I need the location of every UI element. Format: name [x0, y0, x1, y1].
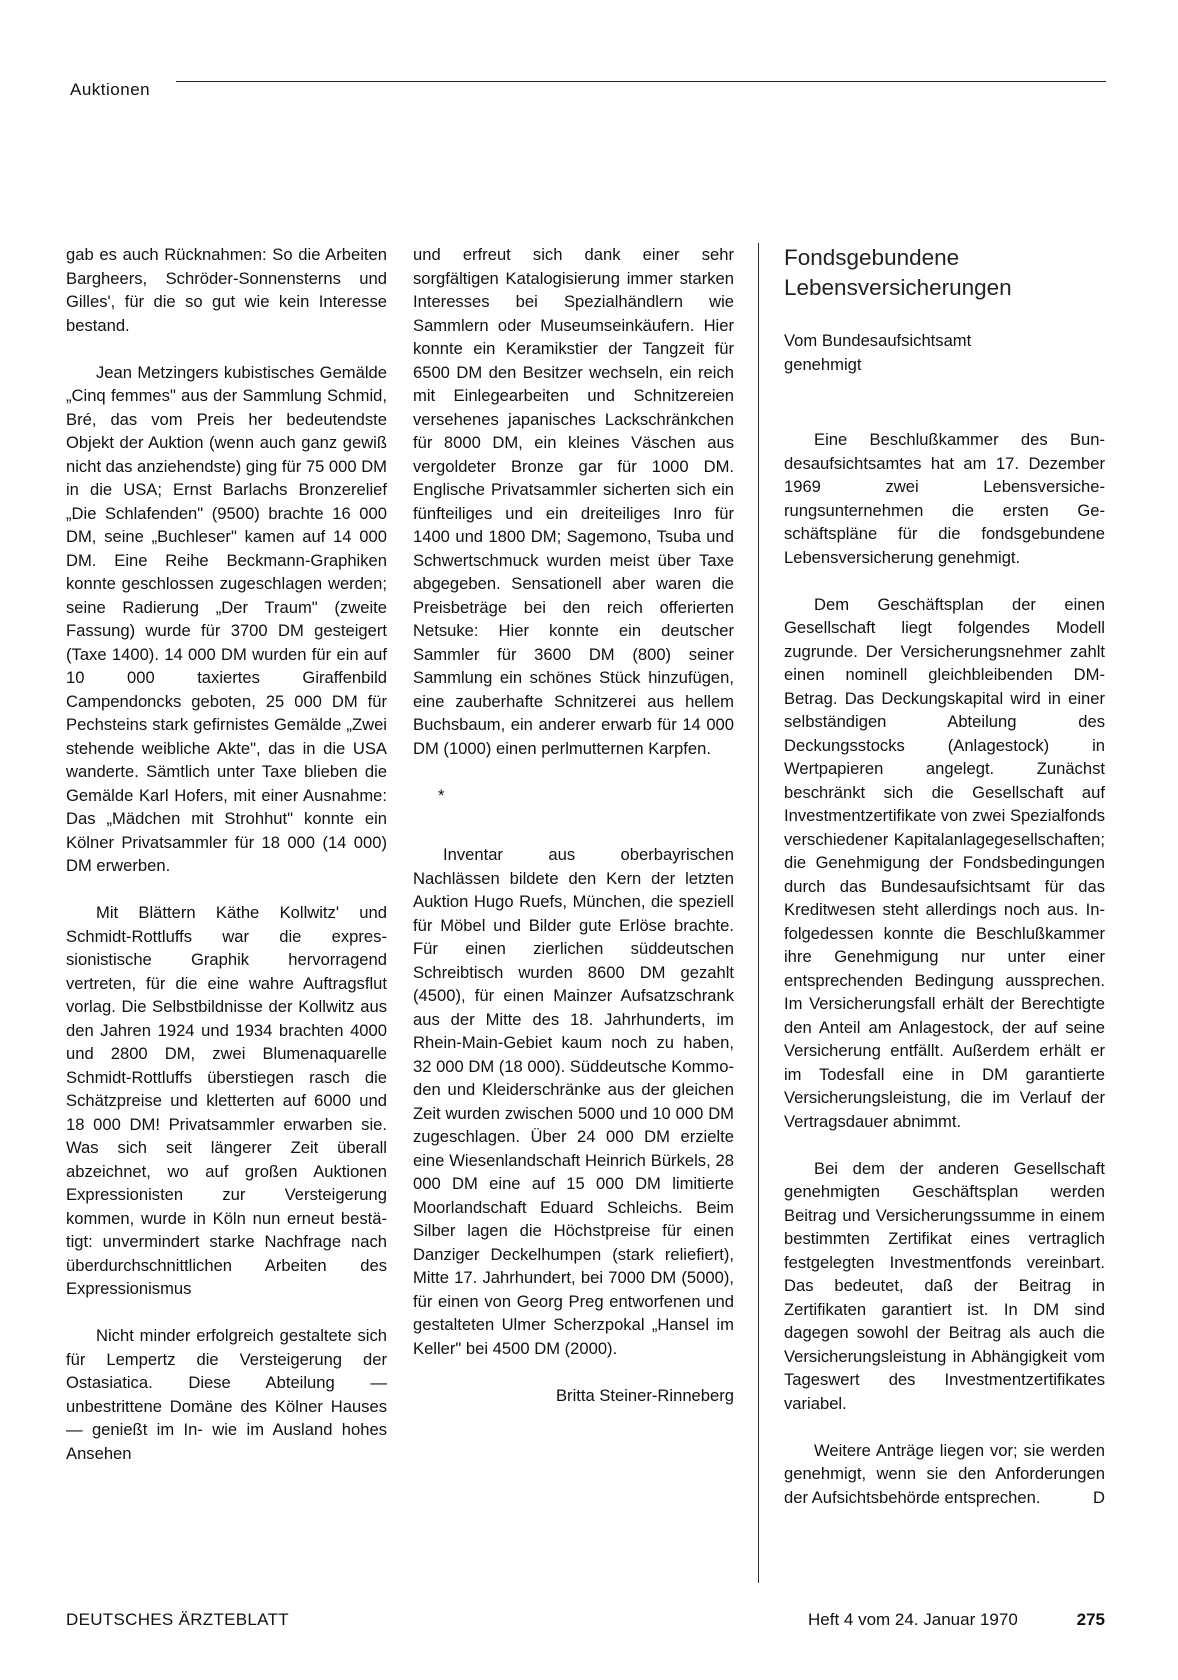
- issue-info: Heft 4 vom 24. Januar 1970: [808, 1610, 1018, 1629]
- title-line: Fondsgebundene: [784, 245, 960, 270]
- paragraph: Jean Metzingers kubistisches Gemälde „Cinq femmes" aus der Sammlung Schmid, Bré, das vom Preis her bedeutendste Objekt der Auktion (wenn auch ganz gewiß nicht das anziehendste) ging für 75 000 DM in die USA; Ernst Barlachs Bronzerelief „Die Schlafenden" (9500) brachte 16 000 DM, seine „Buchleser" kamen auf 14 000 DM. Eine Reihe Beckmann-Graphiken konnte geschlossen zugeschlagen werden; seine Radierung „Der Traum" (zweite Fassung) wurde für 3700 DM gesteigert (Taxe 1400). 14 000 DM wurden für ein auf 10 000 taxiertes Giraffenbild Campendoncks geboten, 25 000 DM für Pechsteins stark gefirnistes Gemälde „Zwei stehende weibliche Akte", das in die USA wanderte. Sämtlich unter Taxe blieben die Gemälde Karl Hofers, mit einer Ausnahme: Das „Mädchen mit Strohhut" konnte ein Kölner Privatsammler für 18 000 (14 000) DM erwerben.: [66, 362, 388, 875]
- header-rule: [176, 81, 1106, 82]
- subtitle-line: genehmigt: [784, 354, 862, 374]
- column-divider: [758, 243, 759, 1583]
- paragraph-last: [784, 1439, 1105, 1510]
- page-number: 275: [1076, 1610, 1105, 1629]
- paragraph: Nicht minder erfolgreich gestaltete sich für Lempertz die Versteigerung der Ostasiatica. Diese Abteilung — unbestrittene Domäne des Kölner Hauses — genießt im In- wie im Ausland hohes Ansehen: [66, 1326, 387, 1463]
- column-1: [66, 243, 387, 1489]
- section-separator: *: [438, 785, 445, 805]
- paragraph: und erfreut sich dank einer sehr sorgfältigen Katalogisierung immer starken Interesses bei Spezialhändlern wie Sammlern oder Museumseinkäufern. Hier konnte ein Keramikstier der Tangzeit für 6500 DM den Besitzer wechseln, ein reich mit Einlegearbeiten und Schnitzereien versehenes japanisches Lackschränkchen für 8000 DM, ein kleines Väschen aus vergoldeter Bronze gar für 1000 DM. Englische Privatsammler sicherten sich ein fünfteiliges und ein dreiteiliges Inro für 1400 und 1800 DM; Sagemono, Tsuba und Schwertschmuck wurden meist über Taxe abgegeben. Sensationell aber waren die Preisbeträge bei den reich offerierten Netsuke: Hier konnte ein deutscher Sammler für 3600 DM (800) seiner Sammlung ein schönes Stück hinzufügen, eine zauberhafte Schnitzerei aus hellem Buchsbaum, ein anderer erwarb für 14 000 DM (1000) einen perlmutternen Karpfen.: [413, 245, 734, 758]
- paragraph-text: Weitere Anträge liegen vor; sie werden genehmigt, wenn sie den Anforderungen der Aufsichtsbehörde entsprechen.: [784, 1440, 1105, 1507]
- article-subtitle: [784, 329, 1105, 376]
- author-name: Britta Steiner-Rinneberg: [555, 1385, 734, 1405]
- column-2: [413, 243, 734, 1407]
- paragraph: Mit Blättern Käthe Kollwitz' und Schmidt-Rottluffs war die expressionistische Graphik hervorragend vertreten, für die eine wahre Auftragsflut vorlag. Die Selbstbildnisse der Kollwitz aus den Jahren 1924 und 1934 brachten 4000 und 2800 DM, zwei Blumenaquarelle Schmidt-Rottluffs überstiegen rasch die Schätzpreise und kletterten auf 6000 und 18 000 DM! Privatsammler erwarben sie. Was sich seit längerer Zeit überall abzeichnet, wo auf großen Auktionen Expressionisten zur Versteigerung kommen, wurde in Köln nun erneut bestätigt: unvermindert starke Nachfrage nach überdurchschnittlichen Arbeiten des Expressionismus: [66, 903, 387, 1298]
- footer-issue: [808, 1610, 1105, 1630]
- paragraph: Bei dem der anderen Gesellschaft genehmigten Geschäftsplan werden Beitrag und Versicherungssumme in einem bestimmten Zertifikat eines vertraglich festgelegten Investmentfonds vereinbart. Das bedeutet, daß der Beitrag in Zertifikaten garantiert ist. In DM sind dagegen sowohl der Beitrag als auch die Versicherungsleistung in Abhängigkeit vom Tageswert des Investmentzertifikates variabel.: [784, 1158, 1105, 1413]
- paragraph: Dem Geschäftsplan der einen Gesellschaft liegt folgendes Modell zugrunde. Der Versicherungsnehmer zahlt einen nominell gleichbleibenden DM-Betrag. Das Deckungskapital wird in einer selbständigen Abteilung des Deckungsstocks (Anlagestock) in Wertpapieren angelegt. Zunächst beschränkt sich die Gesellschaft auf Investmentzertifikate von zwei Spezialfonds verschiedener Kapitalanlagegesellschaften; die Genehmigung der Fondsbedingungen durch das Bundesaufsichtsamt für das Kreditwesen steht allerdings noch aus. Infolgedessen konnte die Beschlußkammer ihre Genehmigung nur unter einer entsprechenden Bedingung aussprechen. Im Versicherungsfall erhält der Berechtigte den Anteil am Anlagestock, der auf seine Versicherung entfällt. Außerdem erhält er im Todesfall eine in DM garantierte Versicherungsleistung, die im Verlauf der Vertragsdauer abnimmt.: [784, 594, 1105, 1131]
- subtitle-line: Vom Bundesaufsichtsamt: [784, 331, 972, 350]
- paragraph: Eine Beschlußkammer des Bundesaufsichtsamtes hat am 17. Dezember 1969 zwei Lebensversicherungsunternehmen die ersten Geschäftspläne für die fondsgebundene Lebensversicherung genehmigt.: [784, 430, 1105, 567]
- paragraph: gab es auch Rücknahmen: So die Arbeiten Bargheers, Schröder-Sonnensterns und Gilles', für die so gut wie kein Interesse bestand.: [66, 245, 387, 335]
- title-line: Lebensversicherungen: [784, 275, 1012, 300]
- article-title: [784, 243, 1105, 303]
- section-label: Auktionen: [70, 80, 151, 99]
- column-3: [784, 243, 1105, 1533]
- publication-name: DEUTSCHES ÄRZTEBLATT: [66, 1610, 289, 1629]
- paragraph: Inventar aus oberbayrischen Nachlässen bildete den Kern der letzten Auktion Hugo Ruefs, München, die speziell für Möbel und Bilder gute Erlöse brachte. Für einen zierlichen süddeutschen Schreibtisch wurden 8600 DM gezahlt (4500), für einen Mainzer Aufsatzschrank aus der Mitte des 18. Jahrhunderts, im Rhein-Main-Gebiet kaum noch zu haben, 32 000 DM (18 000). Süddeutsche Kommoden und Kleiderschränke aus der gleichen Zeit wurden zwischen 5000 und 10 000 DM zugeschlagen. Über 24 000 DM erzielte eine Wiesenlandschaft Heinrich Bürkels, 28 000 DM eine auf 15 000 DM limitierte Moorlandschaft Eduard Schleichs. Beim Silber lagen die Höchstpreise für einen Danziger Deckelhumpen (stark reliefiert), Mitte 17. Jahrhundert, bei 7000 DM (5000), für einen von Georg Preg entworfenen und gestalteten Ulmer Scherzpokal „Hansel im Keller" bei 4500 DM (2000).: [413, 845, 734, 1358]
- end-mark: D: [1093, 1487, 1105, 1507]
